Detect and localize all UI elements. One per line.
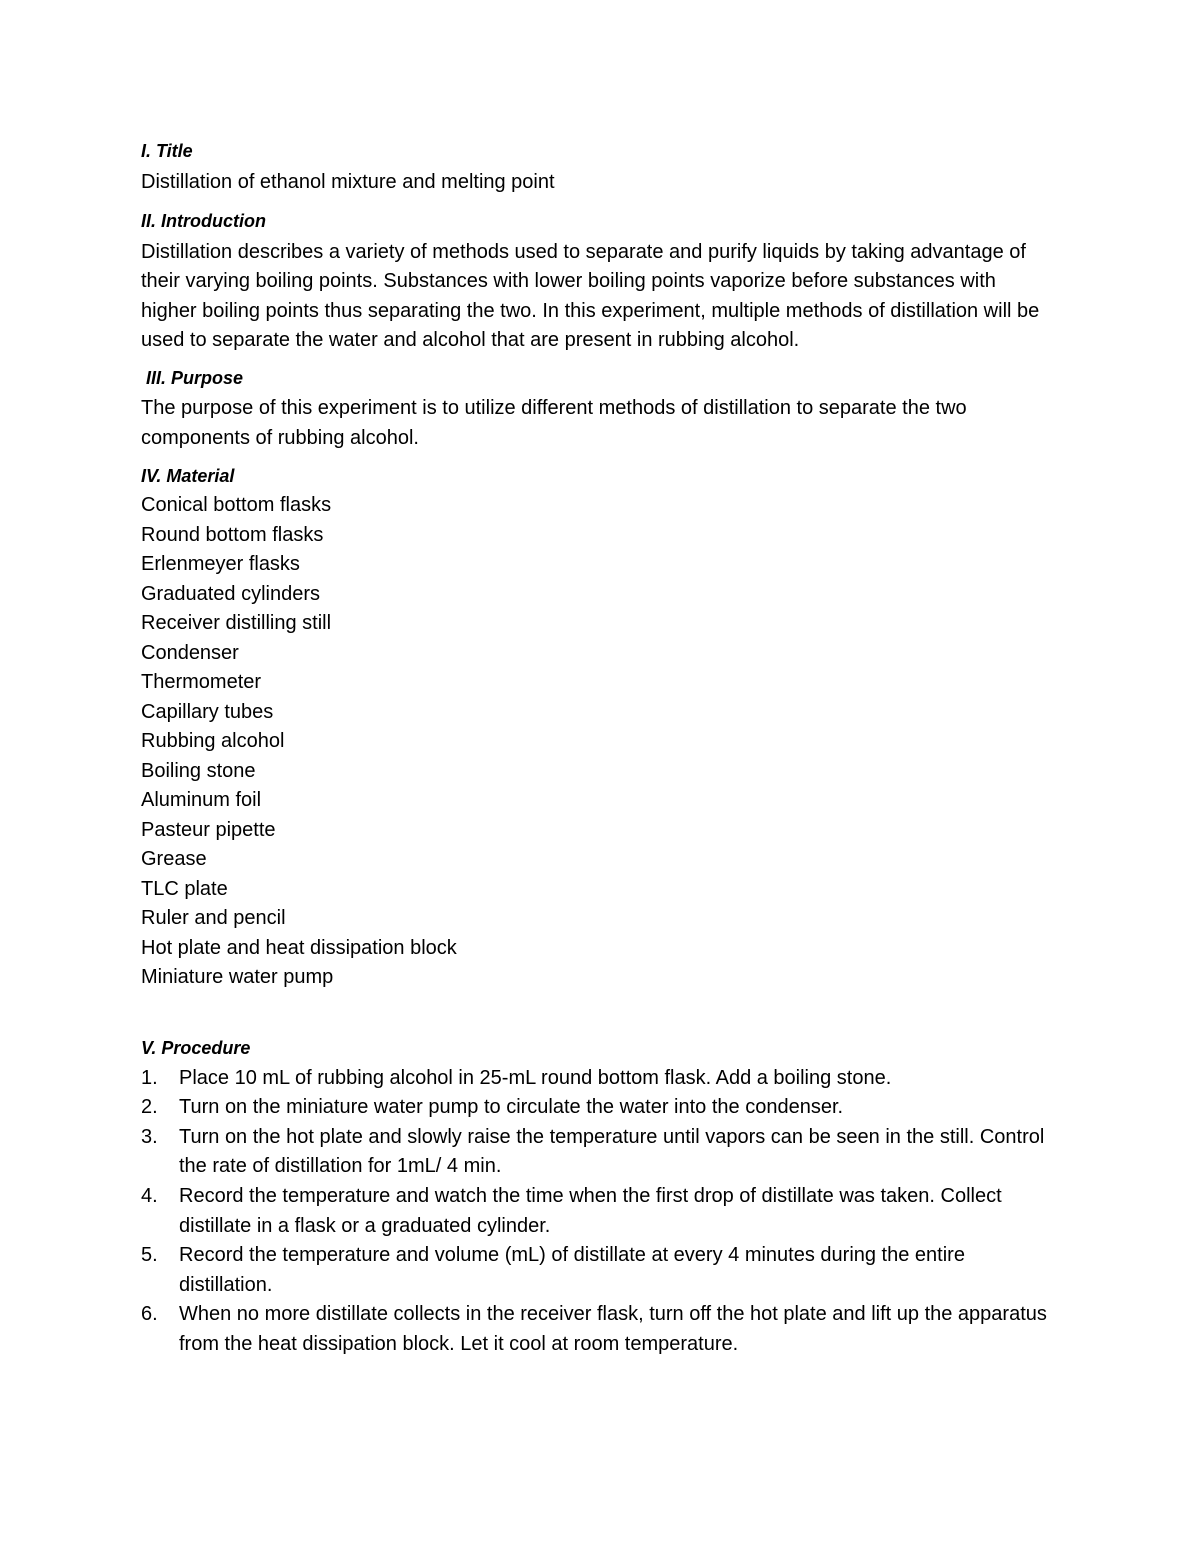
step-text: Place 10 mL of rubbing alcohol in 25-mL round bottom flask. Add a boiling stone. — [179, 1066, 892, 1089]
list-item: Aluminum foil — [141, 789, 262, 812]
document-page — [141, 140, 1056, 1376]
procedure-step — [141, 1123, 1056, 1182]
procedure-list — [141, 1064, 1056, 1360]
list-item: Grease — [141, 848, 207, 871]
list-item: Hot plate and heat dissipation block — [141, 936, 457, 959]
list-item: Thermometer — [141, 671, 262, 694]
step-number: 4. — [141, 1185, 158, 1208]
list-item: Round bottom flasks — [141, 523, 324, 546]
list-item: TLC plate — [141, 877, 228, 900]
step-text: Record the temperature and watch the time when the first drop of distillate was taken. Collect distillate in a flask or a graduated cylinder. — [179, 1185, 1002, 1237]
procedure-step — [141, 1182, 1056, 1241]
list-item: Capillary tubes — [141, 700, 274, 723]
step-text: Record the temperature and volume (mL) of distillate at every 4 minutes during the entire distillation. — [179, 1244, 965, 1296]
step-number: 1. — [141, 1066, 158, 1089]
procedure-step — [141, 1300, 1056, 1359]
list-item: Boiling stone — [141, 759, 256, 782]
list-item: Rubbing alcohol — [141, 730, 285, 753]
step-text: Turn on the hot plate and slowly raise the temperature until vapors can be seen in the still. Control the rate of distillation for 1mL/ 4 min. — [179, 1125, 1045, 1178]
purpose-text: The purpose of this experiment is to utilize different methods of distillation to separate the two components of rubbing alcohol. — [141, 396, 967, 449]
list-item: Miniature water pump — [141, 966, 334, 989]
procedure-step — [141, 1064, 1056, 1094]
list-item: Conical bottom flasks — [141, 494, 332, 517]
step-text: Turn on the miniature water pump to circulate the water into the condenser. — [179, 1096, 844, 1119]
list-item: Ruler and pencil — [141, 907, 286, 930]
step-number: 5. — [141, 1244, 158, 1267]
list-item: Pasteur pipette — [141, 818, 276, 841]
title-text: Distillation of ethanol mixture and melting point — [141, 171, 555, 193]
section-heading-introduction: II. Introduction — [141, 210, 266, 231]
introduction-text: Distillation describes a variety of methods used to separate and purify liquids by taking advantage of their varying boiling points. Substances with lower boiling points vaporize before substances with higher boiling points thus separating the two. In this experiment, multiple methods of distillation will be used to separate the water and alcohol that are present in rubbing alcohol. — [141, 240, 1040, 352]
step-number: 6. — [141, 1303, 158, 1326]
step-number: 2. — [141, 1096, 158, 1119]
section-heading-title: I. Title — [141, 141, 193, 161]
procedure-step — [141, 1241, 1056, 1300]
section-heading-procedure: V. Procedure — [141, 1037, 251, 1058]
list-item: Condenser — [141, 641, 239, 664]
section-heading-purpose: III. Purpose — [146, 367, 244, 388]
material-list — [141, 491, 1056, 993]
step-number: 3. — [141, 1125, 158, 1148]
step-text: When no more distillate collects in the receiver flask, turn off the hot plate and lift up the apparatus from the heat dissipation block. Let it cool at room temperature. — [179, 1303, 1047, 1355]
procedure-step — [141, 1093, 1056, 1123]
section-heading-material: IV. Material — [141, 466, 235, 487]
list-item: Receiver distilling still — [141, 612, 332, 635]
list-item: Graduated cylinders — [141, 582, 320, 605]
list-item: Erlenmeyer flasks — [141, 553, 300, 576]
